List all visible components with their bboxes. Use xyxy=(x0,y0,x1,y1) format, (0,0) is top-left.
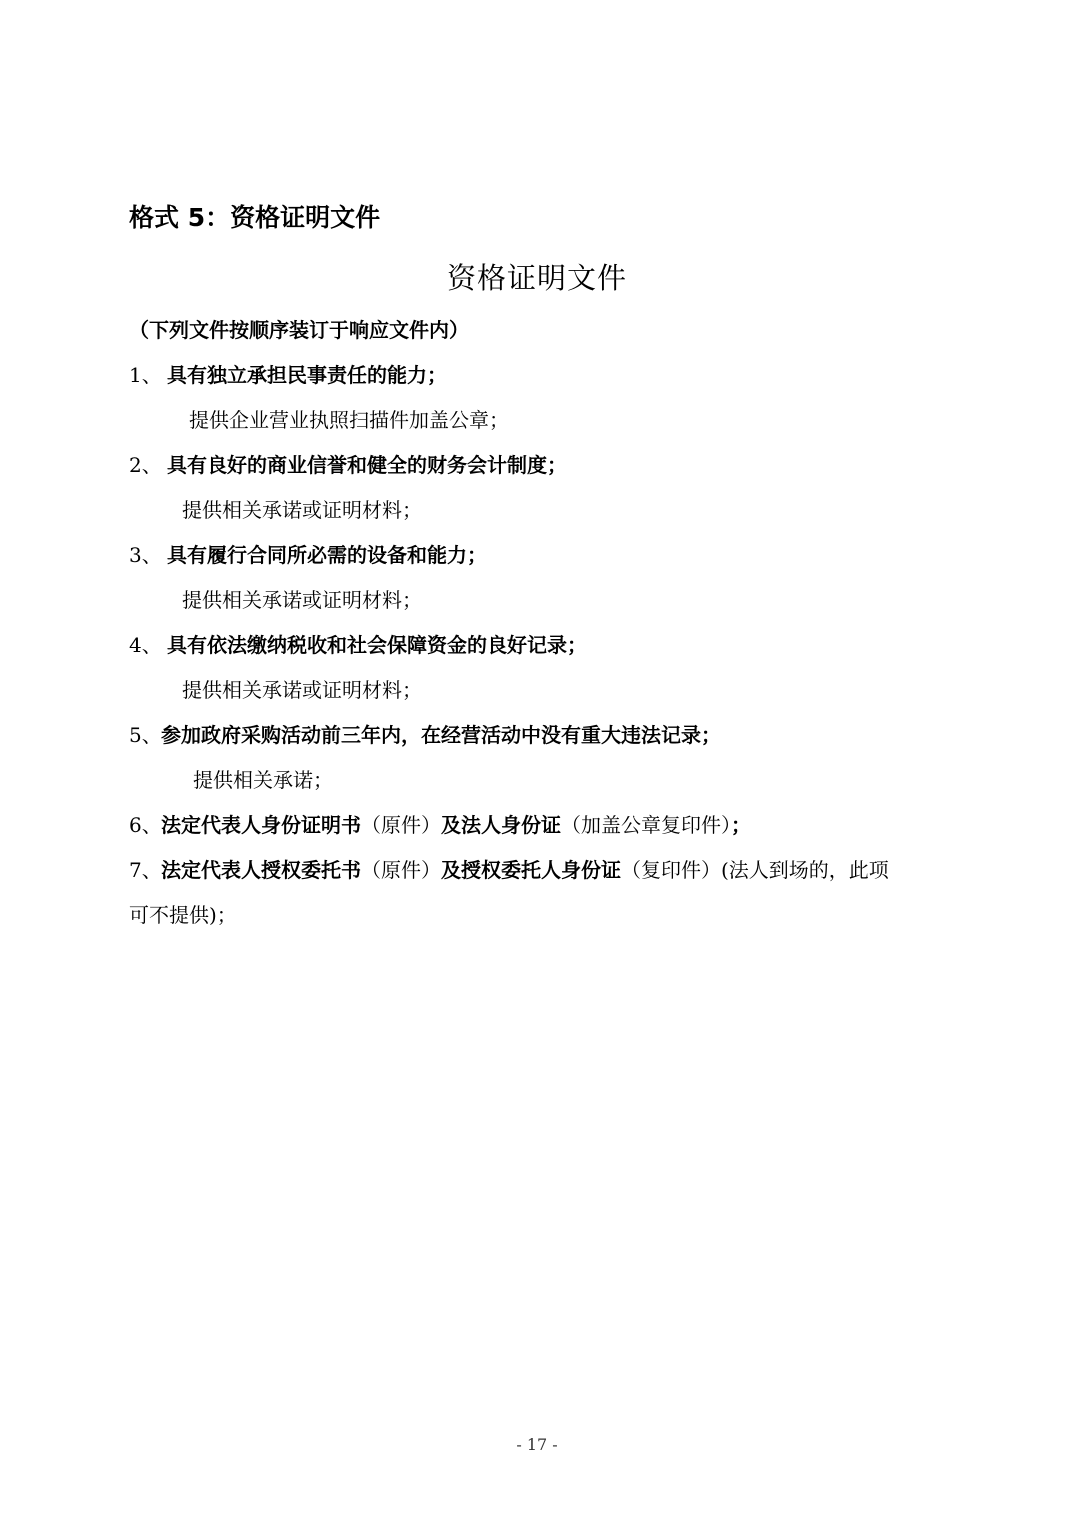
item-7-part2: （原件） xyxy=(361,858,441,882)
item-1-evidence: 提供企业营业执照扫描件加盖公章； xyxy=(189,408,509,432)
item-5-evidence: 提供相关承诺； xyxy=(193,768,333,792)
item-6-part5: ； xyxy=(731,813,751,837)
item-7-part4: （复印件）(法人到场的，此项 xyxy=(621,858,889,882)
item-6-requirement xyxy=(129,810,751,840)
item-4-evidence: 提供相关承诺或证明材料； xyxy=(182,678,422,702)
item-7-part3: 及授权委托人身份证 xyxy=(441,858,621,882)
item-4-text: 具有依法缴纳税收和社会保障资金的良好记录； xyxy=(167,633,587,657)
item-4-number: 4、 xyxy=(129,633,162,657)
item-4-requirement xyxy=(129,630,587,660)
item-2-requirement xyxy=(129,450,567,480)
item-7-part1: 法定代表人授权委托书 xyxy=(161,858,361,882)
page-number: - 17 - xyxy=(516,1435,558,1454)
item-2-evidence: 提供相关承诺或证明材料； xyxy=(182,498,422,522)
item-6-part4: （加盖公章复印件） xyxy=(561,813,731,837)
document-title: 资格证明文件 xyxy=(446,261,627,295)
item-7-number: 7、 xyxy=(129,858,162,882)
item-7-continuation: 可不提供)； xyxy=(129,903,237,927)
item-6-part2: （原件） xyxy=(361,813,441,837)
item-6-number: 6、 xyxy=(129,813,162,837)
item-6-part1: 法定代表人身份证明书 xyxy=(161,813,361,837)
item-6-part3: 及法人身份证 xyxy=(441,813,561,837)
item-5-requirement xyxy=(129,720,721,750)
item-1-text: 具有独立承担民事责任的能力； xyxy=(167,363,447,387)
item-3-number: 3、 xyxy=(129,543,162,567)
item-1-number: 1、 xyxy=(129,363,162,387)
item-5-number: 5、 xyxy=(129,723,162,747)
item-7-requirement xyxy=(129,855,889,885)
binding-note: （下列文件按顺序装订于响应文件内） xyxy=(129,318,469,342)
item-2-text: 具有良好的商业信誉和健全的财务会计制度； xyxy=(167,453,567,477)
item-3-evidence: 提供相关承诺或证明材料； xyxy=(182,588,422,612)
item-5-text: 参加政府采购活动前三年内，在经营活动中没有重大违法记录； xyxy=(161,723,721,747)
item-2-number: 2、 xyxy=(129,453,162,477)
format-heading: 格式 5：资格证明文件 xyxy=(129,203,381,232)
item-1-requirement xyxy=(129,360,447,390)
item-3-requirement xyxy=(129,540,487,570)
item-3-text: 具有履行合同所必需的设备和能力； xyxy=(167,543,487,567)
